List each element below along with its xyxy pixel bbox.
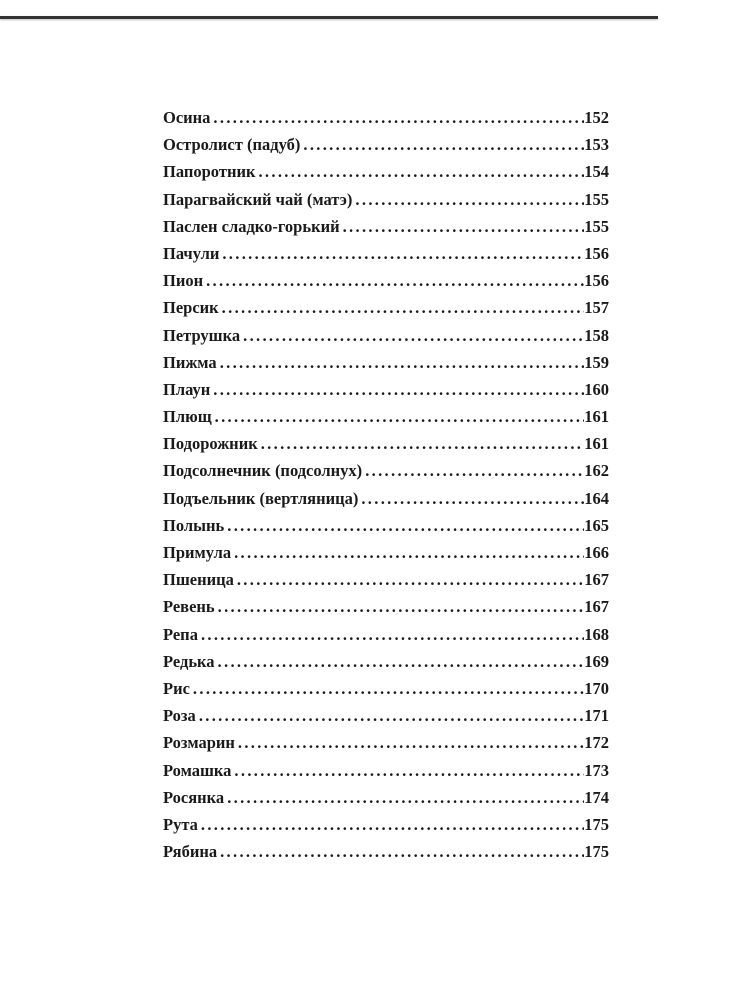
toc-entry-page-number: 167 xyxy=(584,570,609,590)
toc-entry-page-number: 160 xyxy=(584,379,609,399)
toc-entry-title: Персик xyxy=(163,298,219,318)
toc-dot-leader xyxy=(218,597,585,617)
toc-entry-page-number: 169 xyxy=(584,651,609,671)
toc-entry-title: Подорожник xyxy=(163,434,258,454)
toc-dot-leader xyxy=(201,625,584,645)
toc-entry-title: Репа xyxy=(163,624,198,644)
toc-entry-title: Пачули xyxy=(163,243,220,263)
toc-entry-page-number: 155 xyxy=(584,216,609,236)
toc-dot-leader xyxy=(234,761,584,781)
toc-dot-leader xyxy=(213,108,584,128)
toc-entry xyxy=(163,326,609,353)
toc-entry-page-number: 166 xyxy=(584,543,609,562)
toc-entry xyxy=(163,407,609,434)
toc-entry-page-number: 156 xyxy=(584,243,609,263)
toc-entry-title: Росянка xyxy=(163,787,225,807)
toc-entry-page-number: 162 xyxy=(584,461,609,481)
toc-entry-page-number: 155 xyxy=(584,189,609,209)
toc-entry-title: Плющ xyxy=(163,407,212,427)
toc-dot-leader xyxy=(261,434,585,454)
toc-dot-leader xyxy=(243,326,584,346)
toc-entry-page-number: 173 xyxy=(584,760,609,780)
toc-entry-title: Розмарин xyxy=(163,733,235,753)
toc-entry-title: Примула xyxy=(163,543,232,562)
toc-entry-page-number: 175 xyxy=(584,814,609,834)
toc-entry xyxy=(163,570,609,597)
toc-dot-leader xyxy=(237,570,584,590)
toc-entry xyxy=(163,489,609,516)
toc-entry xyxy=(163,298,609,325)
toc-dot-leader xyxy=(218,652,585,672)
toc-entry xyxy=(163,652,609,679)
toc-dot-leader xyxy=(343,217,585,237)
toc-dot-leader xyxy=(201,815,584,835)
toc-entry-page-number: 164 xyxy=(584,488,609,508)
toc-dot-leader xyxy=(303,135,584,155)
toc-entry xyxy=(163,706,609,733)
toc-entry-title: Парагвайский чай (матэ) xyxy=(163,189,353,209)
toc-dot-leader xyxy=(238,733,584,753)
toc-entry-title: Петрушка xyxy=(163,325,241,345)
toc-entry-page-number: 170 xyxy=(584,678,609,698)
toc-entry-page-number: 165 xyxy=(584,515,609,535)
toc-entry-title: Остролист (падуб) xyxy=(163,135,301,155)
toc-entry xyxy=(163,761,609,788)
toc-entry xyxy=(163,380,609,407)
toc-dot-leader xyxy=(227,516,584,536)
toc-dot-leader xyxy=(206,271,584,291)
toc-entry-title: Осина xyxy=(163,108,211,127)
toc-entry-page-number: 174 xyxy=(584,787,609,807)
toc-dot-leader xyxy=(215,407,585,427)
toc-entry-title: Рябина xyxy=(163,842,218,862)
toc-entry xyxy=(163,815,609,842)
toc-entry-title: Полынь xyxy=(163,515,225,535)
toc-dot-leader xyxy=(361,489,584,509)
toc-entry-title: Плаун xyxy=(163,379,211,399)
toc-entry-page-number: 168 xyxy=(584,624,609,644)
toc-entry-page-number: 172 xyxy=(584,733,609,753)
toc-entry-page-number: 157 xyxy=(584,298,609,318)
toc-dot-leader xyxy=(227,788,584,808)
toc-entry xyxy=(163,788,609,815)
toc-entry xyxy=(163,353,609,380)
toc-entry-title: Роза xyxy=(163,706,196,726)
toc-entry xyxy=(163,597,609,624)
toc-dot-leader xyxy=(222,244,584,264)
toc-entry-page-number: 154 xyxy=(584,162,609,182)
toc-entry-title: Пшеница xyxy=(163,570,234,590)
toc-dot-leader xyxy=(220,842,584,862)
toc-entry-page-number: 161 xyxy=(584,434,609,454)
toc-entry-title: Подсолнечник (подсолнух) xyxy=(163,461,363,481)
toc-entry-title: Пион xyxy=(163,271,204,291)
toc-entry xyxy=(163,516,609,543)
toc-entry-page-number: 158 xyxy=(584,325,609,345)
toc-dot-leader xyxy=(199,706,584,726)
toc-entry xyxy=(163,434,609,461)
toc-entry-title: Пижма xyxy=(163,352,217,372)
toc-entry xyxy=(163,190,609,217)
table-of-contents xyxy=(163,108,609,869)
toc-entry-page-number: 153 xyxy=(584,135,609,155)
toc-entry-title: Папоротник xyxy=(163,162,256,182)
toc-entry-page-number: 167 xyxy=(584,597,609,617)
toc-entry xyxy=(163,679,609,706)
toc-entry-page-number: 156 xyxy=(584,271,609,291)
toc-entry-title: Паслен сладко-горький xyxy=(163,216,340,236)
toc-entry xyxy=(163,543,609,570)
toc-entry-page-number: 161 xyxy=(584,407,609,427)
toc-entry-title: Ревень xyxy=(163,597,215,617)
toc-dot-leader xyxy=(234,543,584,563)
toc-entry xyxy=(163,271,609,298)
toc-entry xyxy=(163,244,609,271)
toc-entry-page-number: 175 xyxy=(584,842,609,862)
toc-entry xyxy=(163,625,609,652)
toc-entry xyxy=(163,162,609,189)
toc-entry xyxy=(163,135,609,162)
toc-entry xyxy=(163,108,609,135)
top-rule xyxy=(0,16,658,19)
toc-entry xyxy=(163,217,609,244)
toc-dot-leader xyxy=(222,298,585,318)
toc-entry-title: Рута xyxy=(163,814,198,834)
toc-dot-leader xyxy=(365,461,584,481)
toc-entry xyxy=(163,842,609,869)
toc-dot-leader xyxy=(220,353,585,373)
toc-entry-title: Подъельник (вертляница) xyxy=(163,488,359,508)
toc-entry xyxy=(163,733,609,760)
toc-dot-leader xyxy=(355,190,584,210)
toc-entry-title: Ромашка xyxy=(163,760,232,780)
toc-entry-title: Рис xyxy=(163,678,190,698)
toc-entry-page-number: 152 xyxy=(584,108,609,127)
toc-entry xyxy=(163,461,609,488)
toc-entry-title: Редька xyxy=(163,651,215,671)
toc-entry-page-number: 159 xyxy=(584,352,609,372)
toc-dot-leader xyxy=(258,162,584,182)
toc-dot-leader xyxy=(213,380,584,400)
toc-dot-leader xyxy=(193,679,584,699)
toc-entry-page-number: 171 xyxy=(584,706,609,726)
